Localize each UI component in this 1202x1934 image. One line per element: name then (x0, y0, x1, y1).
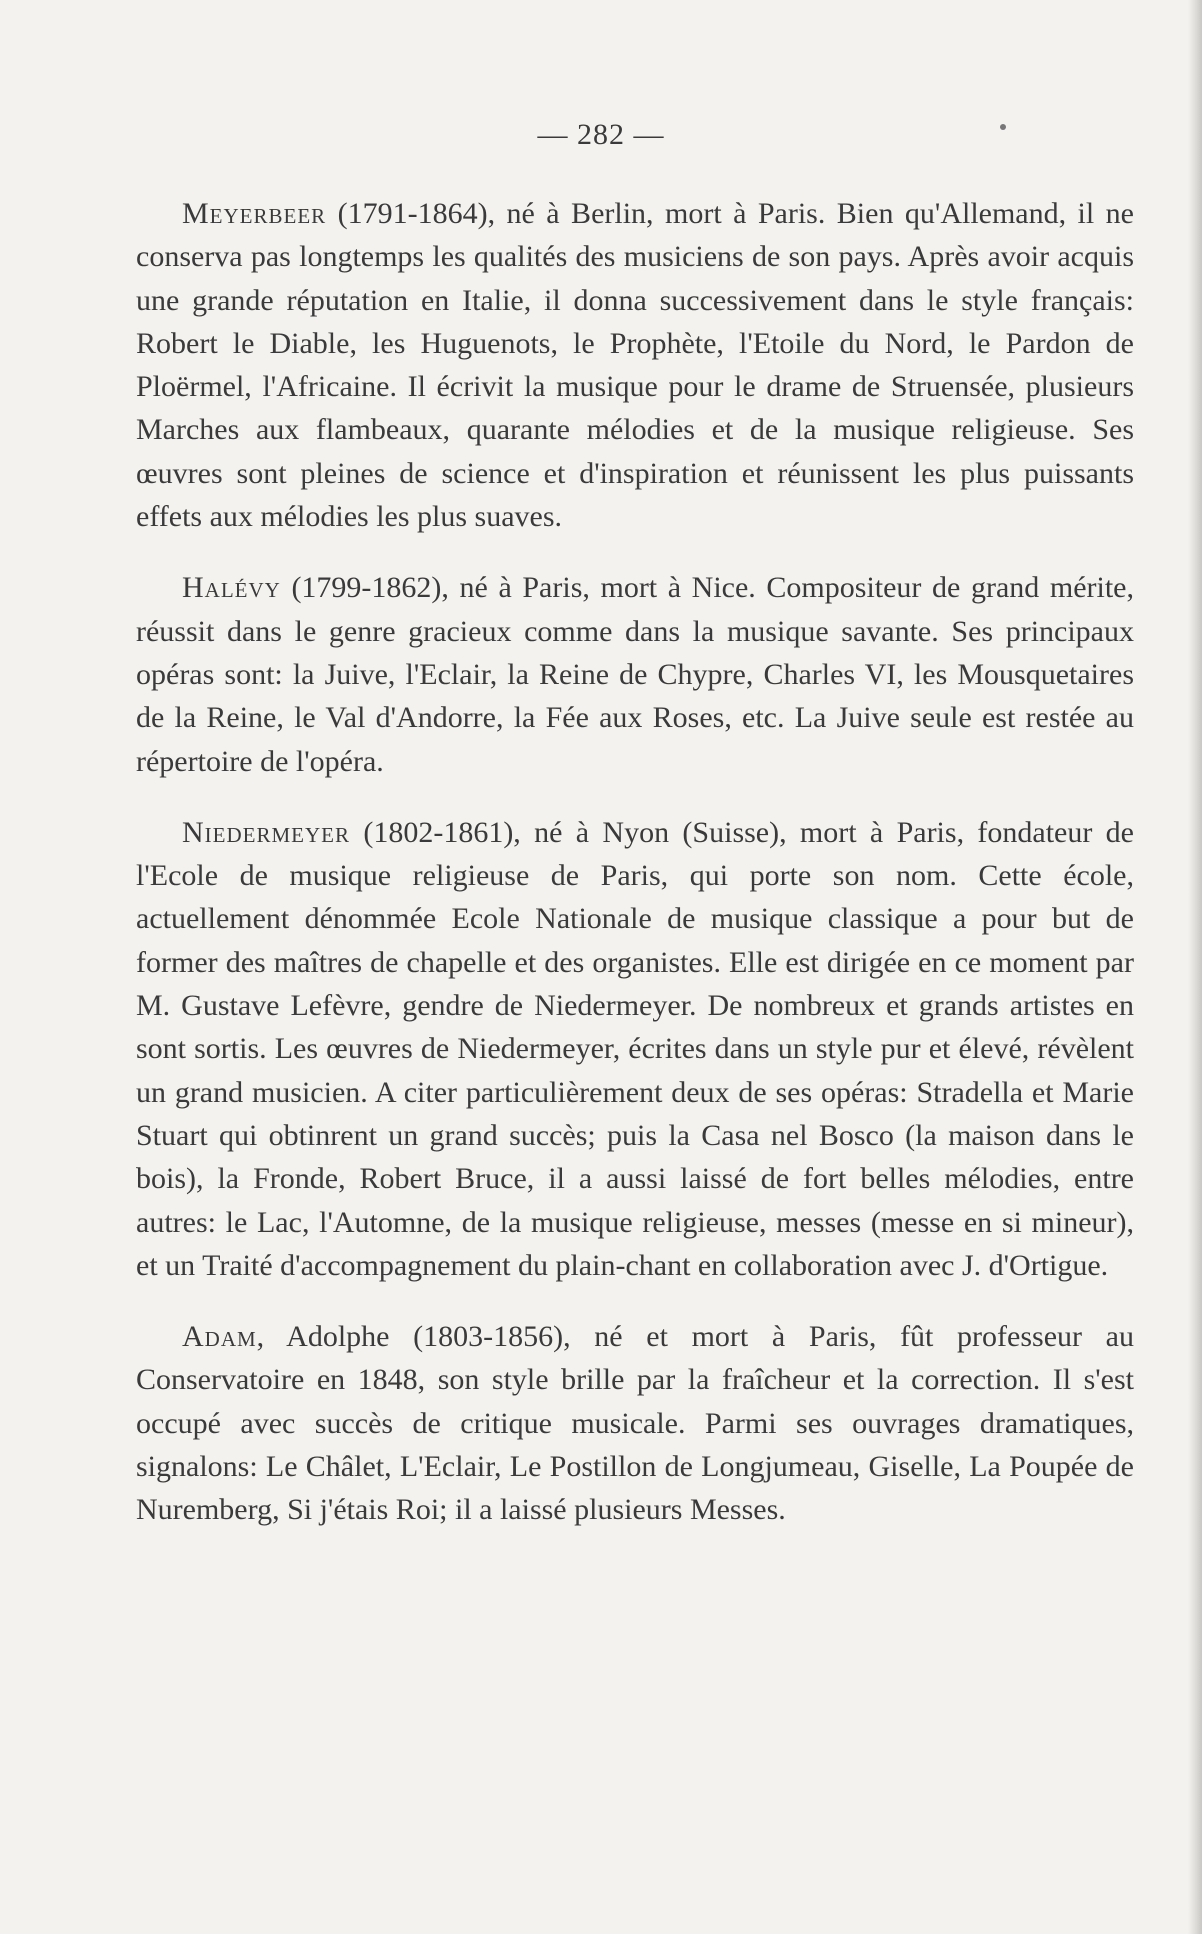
entry-text: (1791-1864), né à Berlin, mort à Paris. Bien qu'Allemand, il ne conserva pas longtemps les qualités des musiciens de son pays. Après avoir acquis une grande réputation en Italie, il donna successivement dans le style français: Robert le Diable, les Huguenots, le Prophète, l'Etoile du Nord, le Pardon de Ploërmel, l'Africaine. Il écrivit la musique pour le drame de Struensée, plusieurs Marches aux flambeaux, quarante mélodies et de la musique religieuse. Ses œuvres sont pleines de science et d'inspiration et réunissent les plus puissants effets aux mélodies les plus suaves. (136, 197, 1134, 534)
entry-halevy (136, 566, 1134, 782)
entry-adam (136, 1315, 1134, 1531)
entry-niedermeyer (136, 811, 1134, 1287)
composer-name: Adam (182, 1320, 257, 1354)
entry-text: (1802-1861), né à Nyon (Suisse), mort à Paris, fondateur de l'Ecole de musique religieuse de Paris, qui porte son nom. Cette école, actuellement dénommée Ecole Nationale de musique classique a pour but de former des maîtres de chapelle et des organistes. Elle est dirigée en ce moment par M. Gustave Lefèvre, gendre de Niedermeyer. De nombreux et grands artistes en sont sortis. Les œuvres de Niedermeyer, écrites dans un style pur et élevé, révèlent un grand musicien. A citer particulièrement deux de ses opéras: Stradella et Marie Stuart qui obtinrent un grand succès; puis la Casa nel Bosco (la maison dans le bois), la Fronde, Robert Bruce, il a aussi laissé de fort belles mélodies, entre autres: le Lac, l'Automne, de la musique religieuse, messes (messe en si mineur), et un Traité d'accompagnement du plain-chant en collaboration avec J. d'Ortigue. (136, 815, 1134, 1282)
ink-spot (1000, 124, 1006, 130)
composer-name: Niedermeyer (182, 815, 350, 849)
page-number: — 282 — (537, 118, 665, 151)
composer-name: Meyerbeer (182, 197, 327, 230)
page-edge-shadow (1188, 0, 1202, 1934)
page-body (136, 192, 1134, 1560)
entry-text: (1799-1862), né à Paris, mort à Nice. Compositeur de grand mérite, réussit dans le genre gracieux comme dans la musique savante. Ses principaux opéras sont: la Juive, l'Eclair, la Reine de Chypre, Charles VI, les Mousquetaires de la Reine, le Val d'Andorre, la Fée aux Roses, etc. La Juive seule est restée au répertoire de l'opéra. (136, 571, 1134, 778)
entry-meyerbeer (136, 192, 1134, 538)
composer-name: Halévy (182, 571, 281, 605)
entry-text: , Adolphe (1803-1856), né et mort à Paris, fût professeur au Conservatoire en 1848, son style brille par la fraîcheur et la correction. Il s'est occupé avec succès de critique musicale. Parmi ses ouvrages dramatiques, signalons: Le Châlet, L'Eclair, Le Postillon de Longjumeau, Giselle, La Poupée de Nuremberg, Si j'étais Roi; il a laissé plusieurs Messes. (136, 1320, 1134, 1527)
